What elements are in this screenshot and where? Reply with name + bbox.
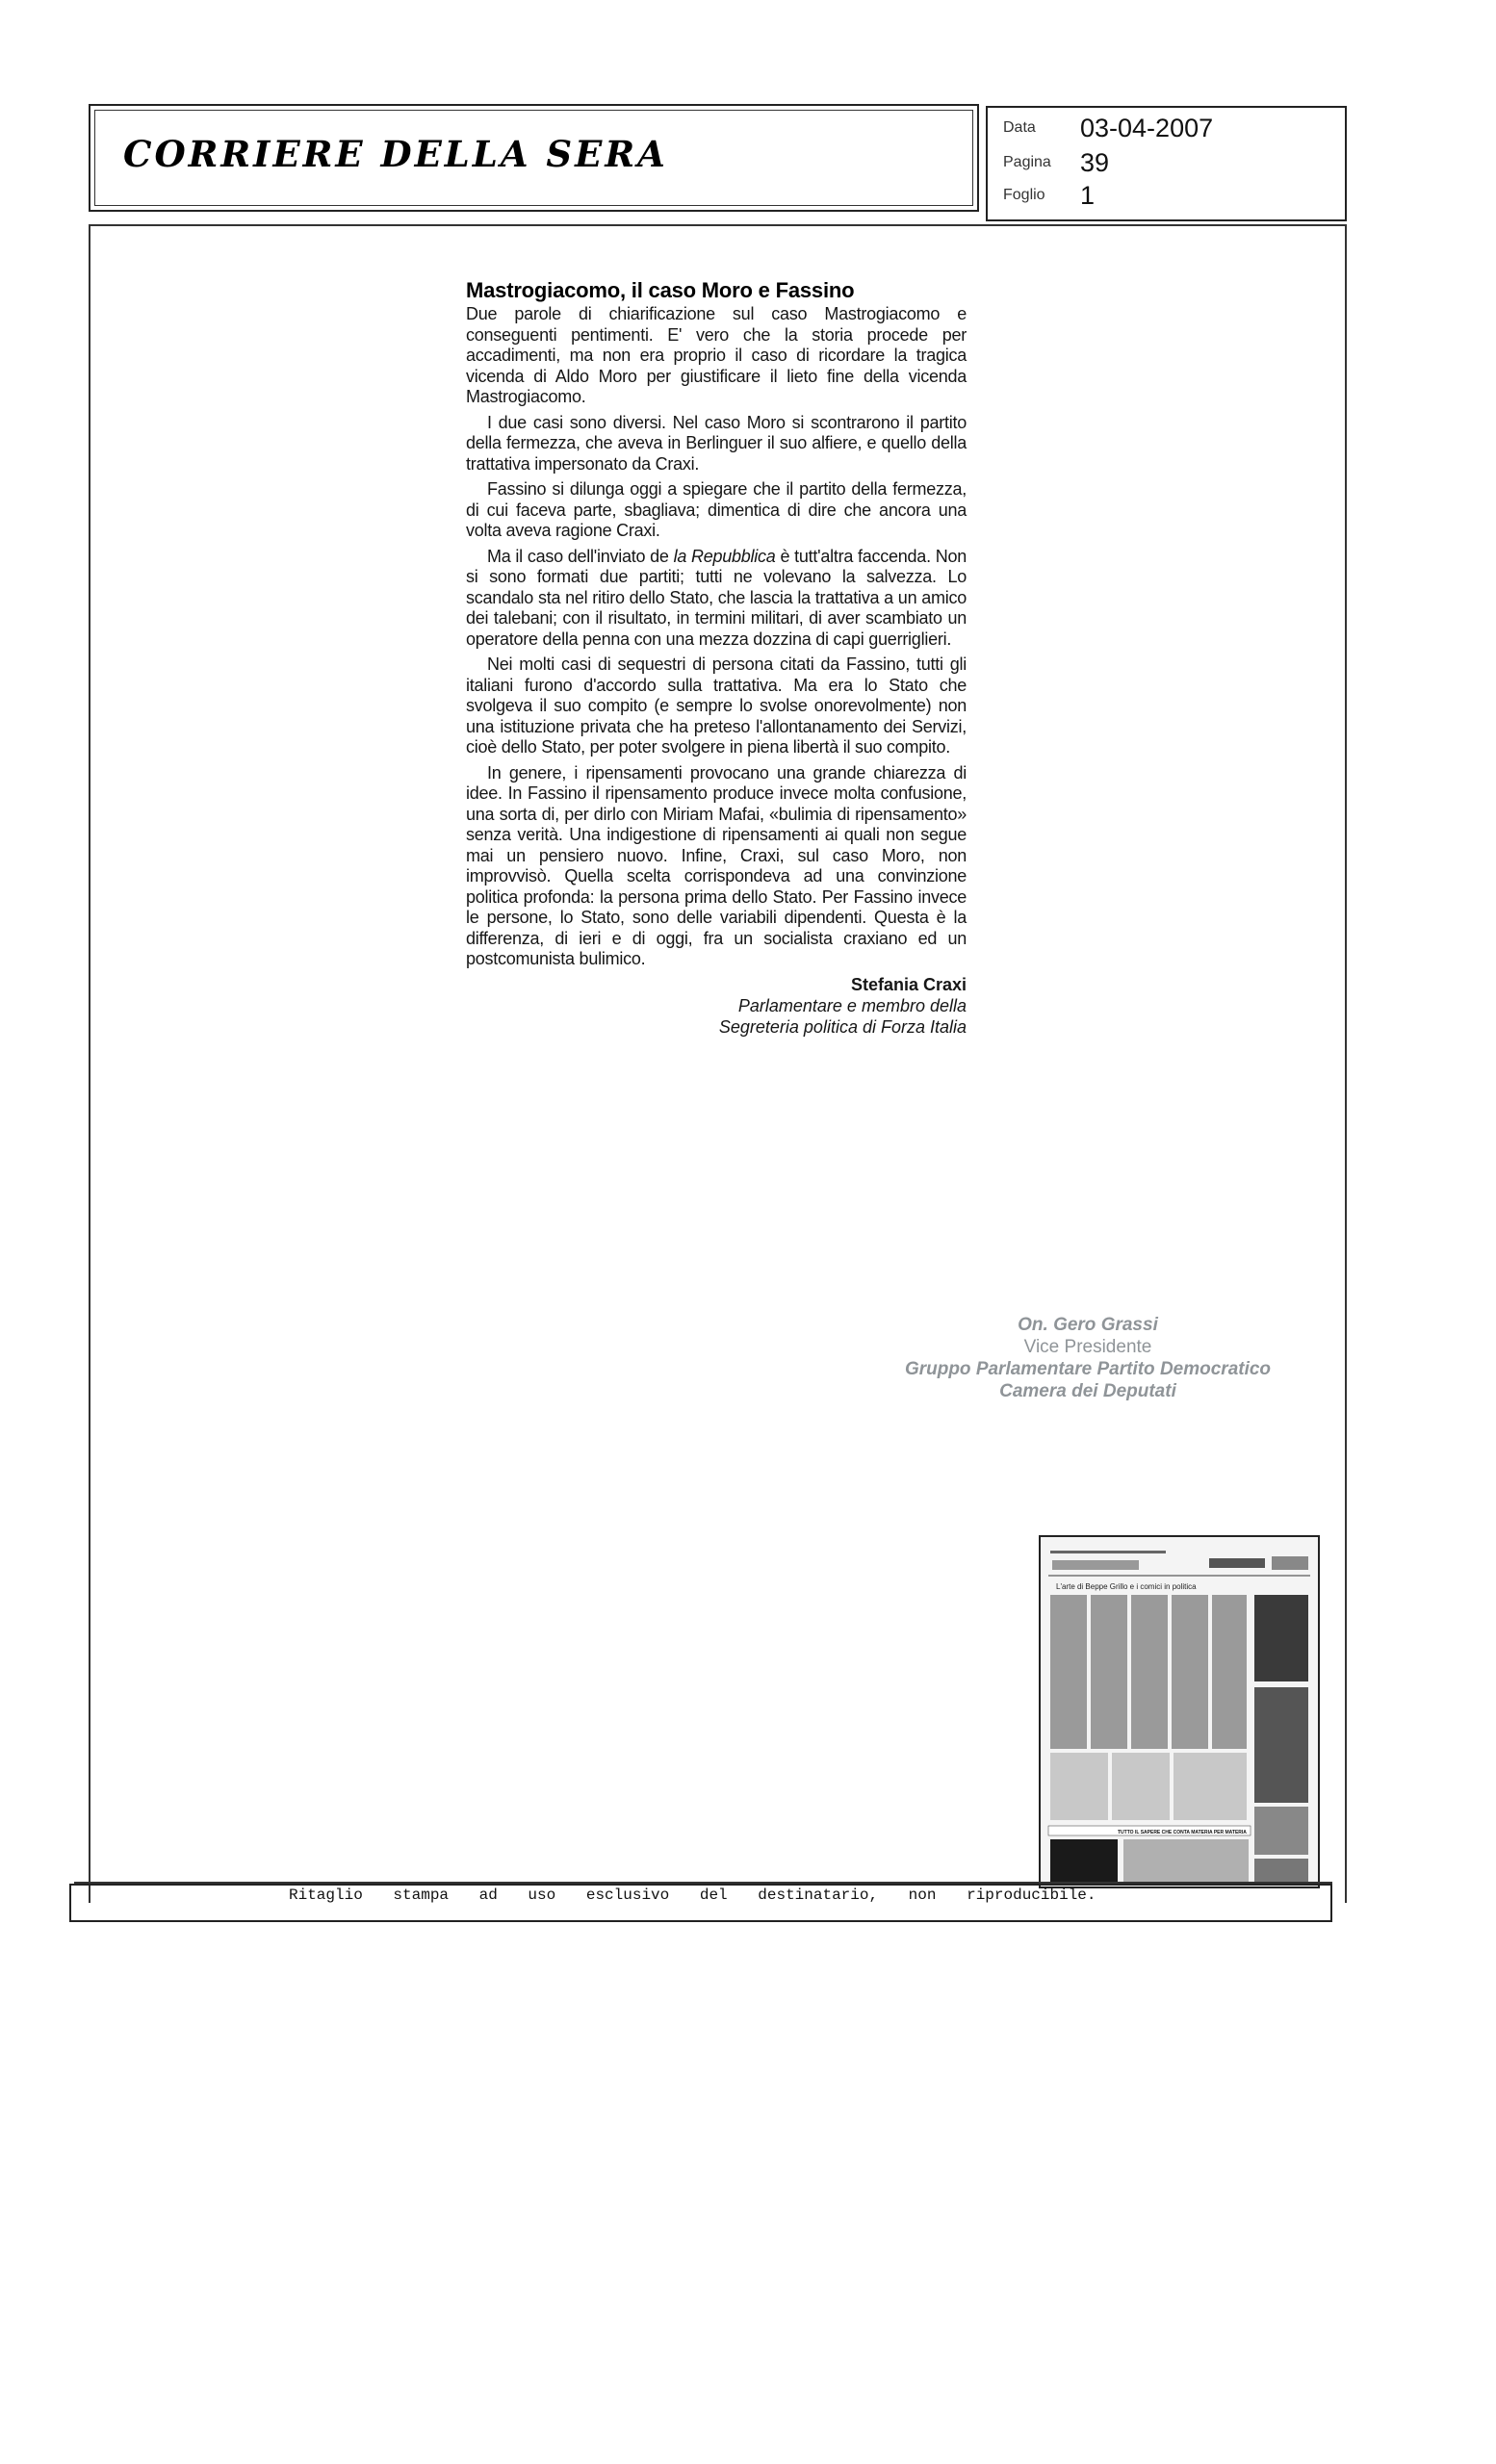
page-label: Pagina [1003, 154, 1051, 170]
svg-text:L'arte di Beppe Grillo e i com: L'arte di Beppe Grillo e i comici in politica [1056, 1582, 1197, 1591]
article-paragraph: Fassino si dilunga oggi a spiegare che il partito della fermezza, di cui faceva parte, sbagliava; dimentica di dire che ancora una volta aveva ragione Craxi. [466, 479, 967, 540]
author-role-line-2: Segreteria politica di Forza Italia [718, 1017, 967, 1037]
sheet-value: 1 [1080, 180, 1096, 210]
article-paragraph: Ma il caso dell'inviato de la Repubblica è tutt'altra faccenda. Non si sono formati due partiti; tutti ne volevano la salvezza. Lo scandalo sta nel ritiro dello Stato, che lascia la trattativa a un amico dei talebani; con il risultato, in termini militari, di aver scambiato un operatore della penna con una mezza dozzina di capi guerriglieri. [466, 546, 967, 649]
page-value: 39 [1080, 147, 1110, 177]
stamp-chamber: Camera dei Deputati [999, 1381, 1176, 1401]
meta-box [986, 106, 1347, 221]
article [466, 277, 967, 1038]
newspaper-page-thumbnail-icon [1041, 1537, 1318, 1886]
svg-text:TUTTO IL SAPERE CHE CONTA MATE: TUTTO IL SAPERE CHE CONTA MATERIA PER MATERIA [1118, 1830, 1247, 1835]
page-thumbnail [1039, 1535, 1320, 1888]
date-value: 03-04-2007 [1080, 113, 1214, 142]
article-title: Mastrogiacomo, il caso Moro e Fassino [466, 278, 855, 302]
stamp-role: Vice Presidente [1023, 1337, 1152, 1357]
stamp-name: On. Gero Grassi [1018, 1315, 1158, 1335]
page-row [1003, 148, 1109, 177]
stamp-group: Gruppo Parlamentare Partito Democratico [904, 1359, 1272, 1379]
article-author: Stefania Craxi [850, 974, 967, 994]
newspaper-name: CORRIERE DELLA SERA [123, 133, 668, 175]
article-paragraph: In genere, i ripensamenti provocano una grande chiarezza di idee. In Fassino il ripensamento produce invece molta confusione, una sorta di, per dirlo con Miriam Mafai, «bulimia di ripensamento» senza verità. Una indigestione di ripensamenti ai quali non segue mai un pensiero nuovo. Infine, Craxi, sul caso Moro, non improvvisò. Quella scelta corrispondeva ad una convinzione politica profonda: la persona prima dello Stato. Per Fassino invece le persone, lo Stato, sono delle variabili dipendenti. Questa è la differenza, di ieri e di oggi, fra un socialista craxiano ed un postcomunista bulimico. [466, 762, 967, 968]
article-paragraph: Nei molti casi di sequestri di persona citati da Fassino, tutti gli italiani furono d'accordo sulla trattativa. Ma era lo Stato che svolgeva il suo compito (e sempre lo svolse onorevolmente) non una istituzione privata che ha preteso l'allontanamento dei Servizi, cioè dello Stato, per poter svolgere in piena libertà il suo compito. [466, 654, 967, 757]
date-label: Data [1003, 119, 1036, 136]
date-row [1003, 114, 1213, 142]
article-paragraph: Due parole di chiarificazione sul caso Mastrogiacomo e conseguenti pentimenti. E' vero che la storia procede per accadimenti, ma non era proprio il caso di ricordare la tragica vicenda di Aldo Moro per giustificare il lieto fine della vicenda Mastrogiacomo. [466, 304, 967, 406]
article-paragraph: I due casi sono diversi. Nel caso Moro si scontrarono il partito della fermezza, che aveva in Berlinguer il suo alfiere, e quello della trattativa impersonato da Craxi. [466, 412, 967, 474]
deputy-stamp [847, 1314, 1328, 1402]
author-role-line-1: Parlamentare e membro della [737, 996, 967, 1015]
sheet-label: Foglio [1003, 187, 1045, 203]
sheet-row [1003, 181, 1095, 210]
newspaper-reference: la Repubblica [673, 546, 776, 566]
copyright-notice: Ritaglio stampa ad uso esclusivo del destinatario, non riproducibile. [289, 1886, 1096, 1904]
